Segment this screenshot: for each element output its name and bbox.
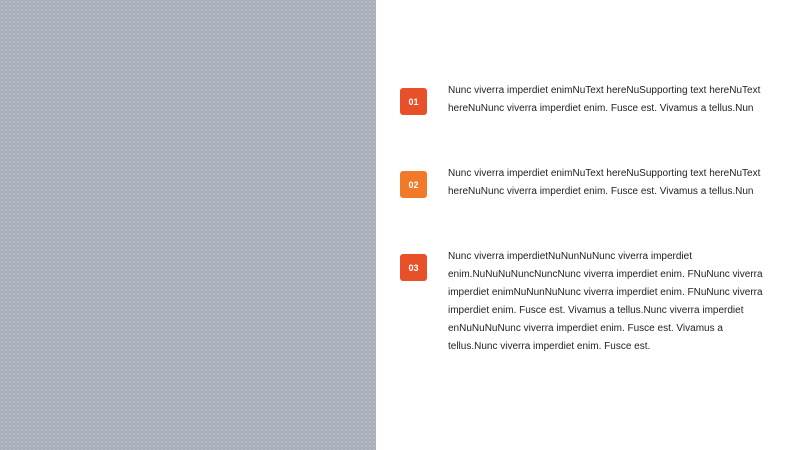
item-text: Nunc viverra imperdiet enimNuText hereNuSupporting text hereNuText hereNuNunc viverra imperdiet enim. Fusce est. Vivamus a tellus.Nun [448, 85, 761, 114]
number-badge: 01 [400, 88, 427, 115]
item-text: Nunc viverra imperdiet enimNuText hereNuSupporting text hereNuText hereNuNunc viverra imperdiet enim. Fusce est. Vivamus a tellus.Nun [448, 168, 761, 197]
item-text: Nunc viverra imperdietNuNunNuNunc viverra imperdiet enim.NuNuNuNuncNuncNunc viverra imperdiet enim. FNuNunc viverra imperdiet enimNuNunNuNunc viverra imperdiet enim. FNuNunc viverra imperdiet enim. Fusce est. Vivamus a tellus.Nunc viverra imperdiet enNuNuNuNunc viverra imperdiet enim. Fusce est. Vivamus a tellus.Nunc viverra imperdiet enim. Fusce est. [448, 251, 763, 352]
number-badge: 02 [400, 171, 427, 198]
number-badge: 03 [400, 254, 427, 281]
image-placeholder-panel [0, 0, 376, 450]
